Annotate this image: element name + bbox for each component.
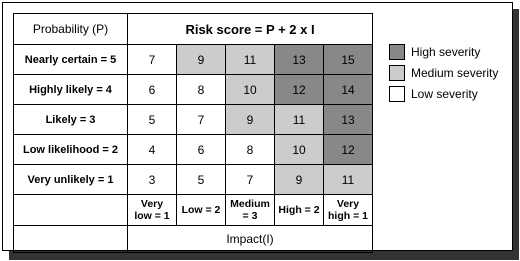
legend-swatch [389, 44, 405, 60]
impact-level-line: Very [336, 198, 360, 210]
impact-level-line: = 3 [242, 210, 258, 222]
legend-label: Low severity [411, 86, 478, 101]
score-cell: 5 [177, 165, 226, 195]
matrix-row [14, 135, 373, 165]
score-cell: 9 [226, 105, 275, 135]
blank-cell [14, 195, 128, 226]
score-cell: 3 [128, 165, 177, 195]
legend-item-low [389, 83, 498, 104]
score-cell: 4 [128, 135, 177, 165]
score-cell: 11 [324, 165, 373, 195]
score-cell: 6 [177, 135, 226, 165]
score-cell: 5 [128, 105, 177, 135]
score-cell: 14 [324, 75, 373, 105]
impact-level-label [226, 195, 275, 226]
matrix-row [14, 165, 373, 195]
impact-level-label [324, 195, 373, 226]
score-cell: 7 [128, 45, 177, 75]
impact-level-line: low = 1 [134, 210, 170, 222]
score-cell: 12 [275, 75, 324, 105]
impact-level-line: High = 2 [278, 204, 320, 216]
row-label: Nearly certain = 5 [14, 45, 128, 75]
impact-level-line: Low = 2 [181, 204, 221, 216]
score-cell: 11 [226, 45, 275, 75]
row-label: Low likelihood = 2 [14, 135, 128, 165]
score-cell: 10 [275, 135, 324, 165]
probability-header: Probability (P) [14, 14, 128, 45]
legend-item-high [389, 41, 498, 62]
matrix-row [14, 105, 373, 135]
legend-swatch [389, 86, 405, 102]
impact-level-label [128, 195, 177, 226]
blank-cell [14, 226, 128, 253]
impact-level-label [177, 195, 226, 226]
legend-item-medium [389, 62, 498, 83]
score-cell: 15 [324, 45, 373, 75]
score-cell: 13 [324, 105, 373, 135]
risk-matrix [13, 13, 373, 253]
legend-swatch [389, 65, 405, 81]
matrix-row [14, 45, 373, 75]
score-cell: 12 [324, 135, 373, 165]
severity-legend [389, 41, 498, 104]
score-cell: 8 [177, 75, 226, 105]
score-cell: 8 [226, 135, 275, 165]
impact-level-line: Medium [230, 198, 270, 210]
score-cell: 7 [177, 105, 226, 135]
score-cell: 10 [226, 75, 275, 105]
score-cell: 11 [275, 105, 324, 135]
impact-axis-label: Impact(I) [128, 226, 373, 253]
legend-label: Medium severity [411, 65, 499, 80]
impact-level-label [275, 195, 324, 226]
risk-score-header: Risk score = P + 2 x I [128, 14, 373, 45]
impact-level-line: Very [140, 198, 164, 210]
legend-label: High severity [411, 44, 481, 59]
matrix-row [14, 75, 373, 105]
row-label: Likely = 3 [14, 105, 128, 135]
score-cell: 13 [275, 45, 324, 75]
score-cell: 9 [275, 165, 324, 195]
score-cell: 9 [177, 45, 226, 75]
row-label: Highly likely = 4 [14, 75, 128, 105]
impact-level-line: high = 1 [328, 210, 368, 222]
score-cell: 6 [128, 75, 177, 105]
score-cell: 7 [226, 165, 275, 195]
row-label: Very unlikely = 1 [14, 165, 128, 195]
